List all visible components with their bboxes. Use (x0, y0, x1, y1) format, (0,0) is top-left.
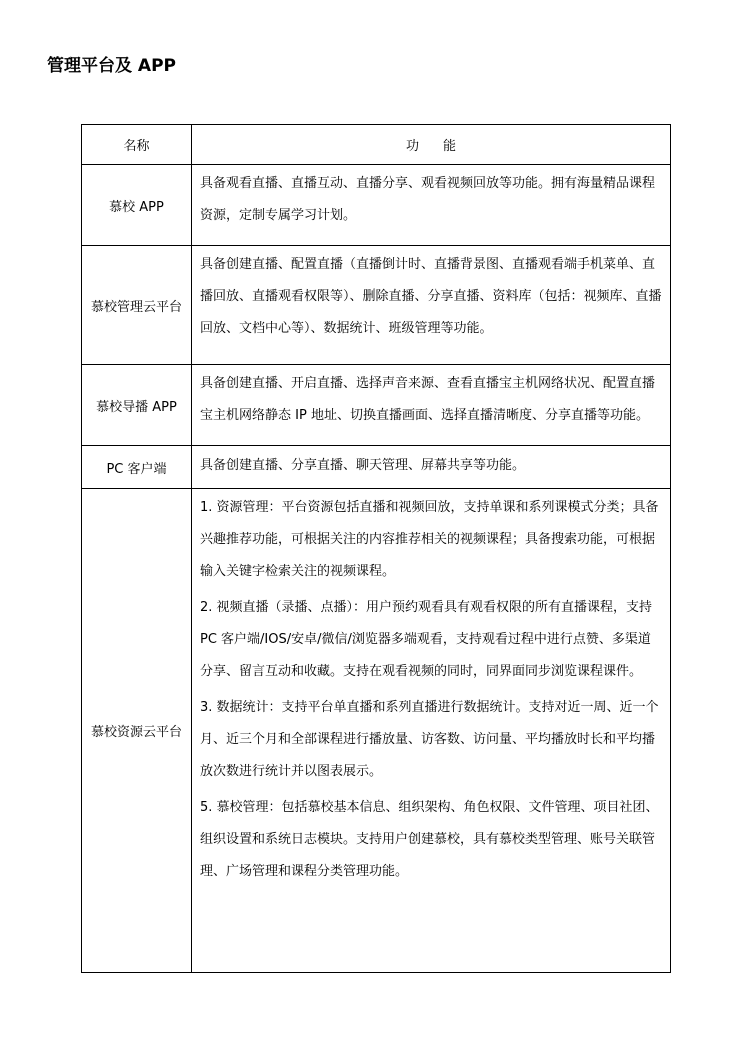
feature-table (81, 124, 671, 973)
header-name: 名称 (82, 125, 192, 165)
table-row (82, 365, 671, 446)
row-name: 慕校 APP (82, 165, 192, 246)
function-paragraph: 具备创建直播、配置直播（直播倒计时、直播背景图、直播观看端手机菜单、直播回放、直播观看权限等）、删除直播、分享直播、资料库（包括：视频库、直播回放、文档中心等）、数据统计、班级管理等功能。 (200, 257, 662, 336)
table-row (82, 446, 671, 489)
function-paragraph: 5. 慕校管理：包括慕校基本信息、组织架构、角色权限、文件管理、项目社团、组织设置和系统日志模块。支持用户创建慕校，具有慕校类型管理、账号关联管理、广场管理和课程分类管理功能。 (200, 800, 659, 879)
row-function (192, 446, 671, 489)
row-name: PC 客户端 (82, 446, 192, 489)
function-paragraph: 3. 数据统计：支持平台单直播和系列直播进行数据统计。支持对近一周、近一个月、近三个月和全部课程进行播放量、访客数、访问量、平均播放时长和平均播放次数进行统计并以图表展示。 (200, 700, 659, 779)
function-paragraph: 2. 视频直播（录播、点播）：用户预约观看具有观看权限的所有直播课程，支持 PC 客户端/IOS/安卓/微信/浏览器多端观看，支持观看过程中进行点赞、多渠道分享、留言互动和收藏。支持在观看视频的同时，同界面同步浏览课程课件。 (200, 600, 653, 679)
function-paragraph: 具备创建直播、开启直播、选择声音来源、查看直播宝主机网络状况、配置直播宝主机网络静态 IP 地址、切换直播画面、选择直播清晰度、分享直播等功能。 (200, 376, 656, 423)
row-function (192, 365, 671, 446)
row-name: 慕校管理云平台 (82, 246, 192, 365)
table-row (82, 165, 671, 246)
header-function-right: 能 (443, 139, 457, 154)
row-name: 慕校资源云平台 (82, 489, 192, 973)
function-paragraph: 具备观看直播、直播互动、直播分享、观看视频回放等功能。拥有海量精品课程资源，定制专属学习计划。 (200, 176, 656, 223)
table-row (82, 489, 671, 973)
table-row (82, 246, 671, 365)
function-paragraph: 具备创建直播、分享直播、聊天管理、屏幕共享等功能。 (200, 458, 526, 473)
page-title: 管理平台及 APP (47, 56, 176, 76)
table-header-row (82, 125, 671, 165)
row-function (192, 489, 671, 973)
header-function-left: 功 (405, 139, 419, 154)
row-function (192, 165, 671, 246)
row-name: 慕校导播 APP (82, 365, 192, 446)
function-paragraph: 1. 资源管理：平台资源包括直播和视频回放，支持单课和系列课模式分类；具备兴趣推荐功能，可根据关注的内容推荐相关的视频课程；具备搜索功能，可根据输入关键字检索关注的视频课程。 (200, 500, 659, 579)
header-function (192, 125, 671, 165)
row-function (192, 246, 671, 365)
